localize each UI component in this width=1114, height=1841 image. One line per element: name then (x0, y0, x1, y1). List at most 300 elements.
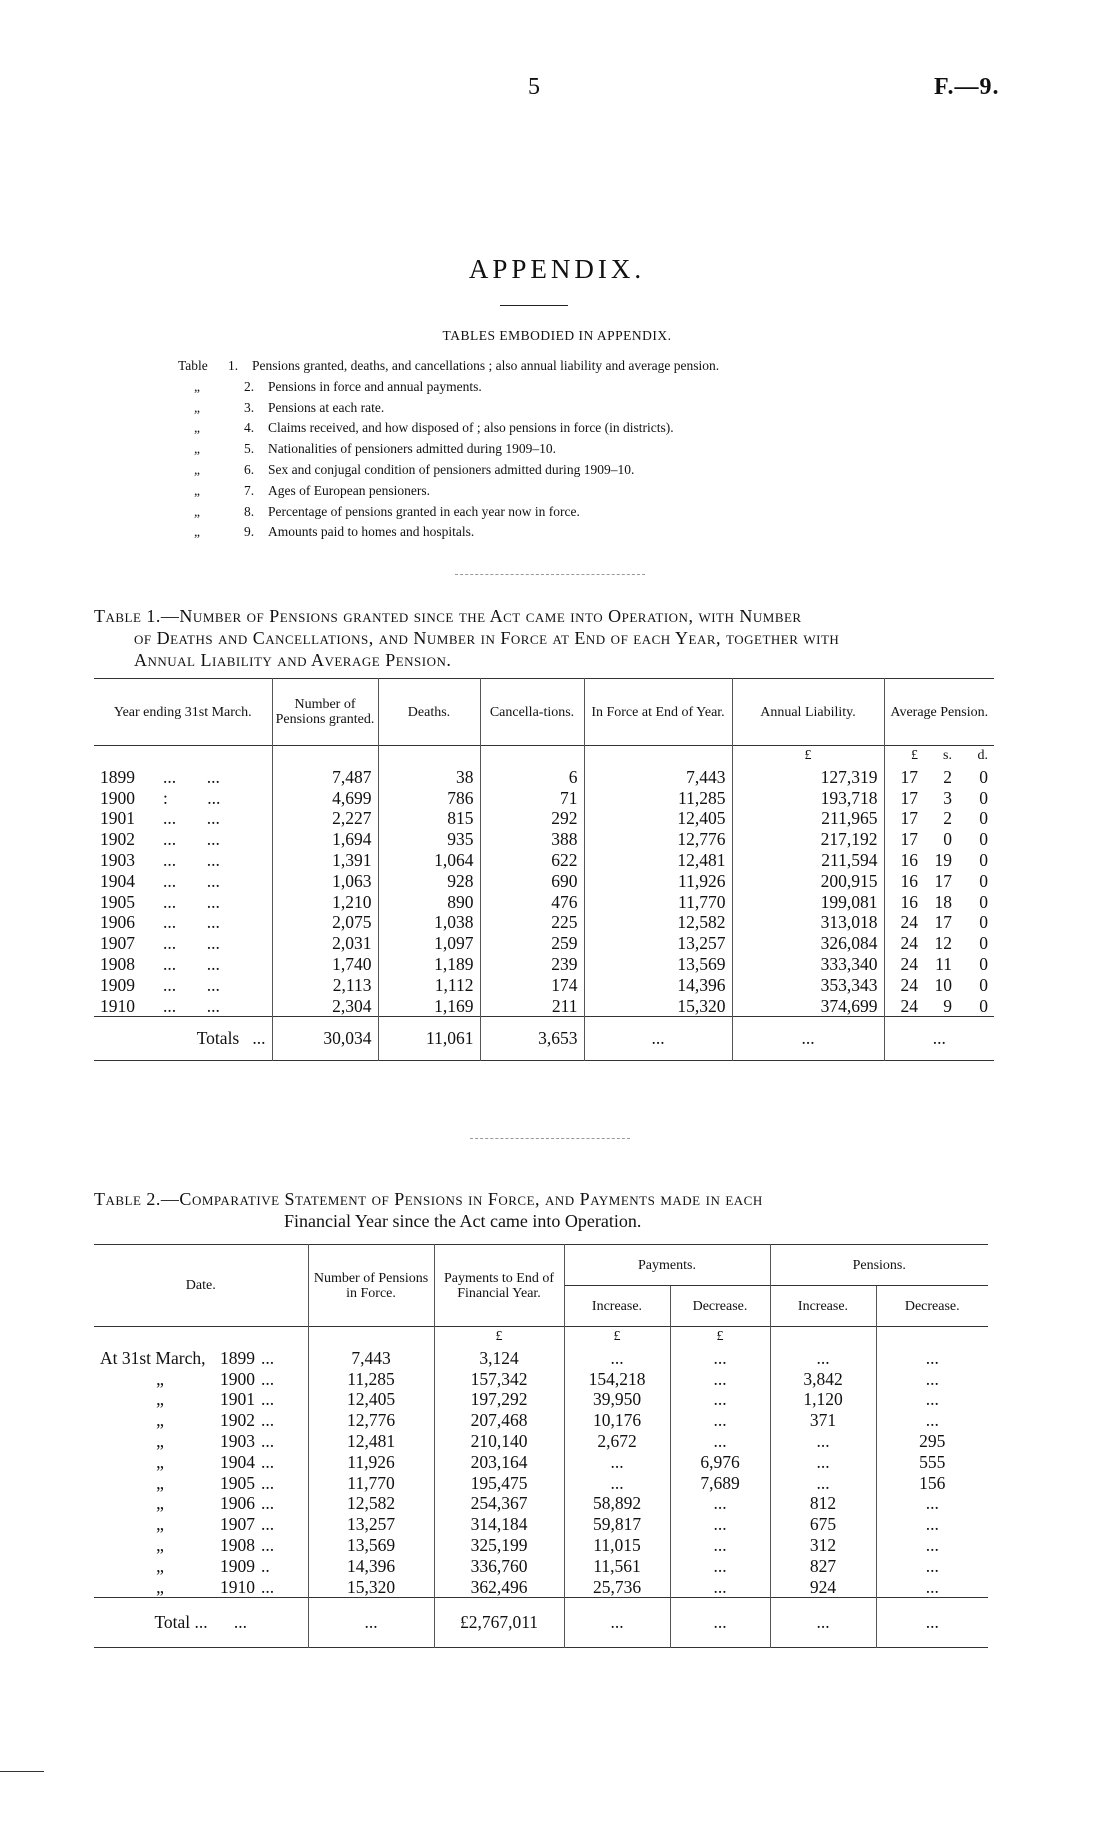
t1-header-liability: Annual Liability. (732, 679, 884, 746)
toc-item-text: Nationalities of pensioners admitted during 1909–10. (268, 441, 556, 457)
t1-cell-pence: 0 (979, 829, 988, 850)
t2-cell-pensions-increase: ... (770, 1452, 876, 1473)
toc-item-prefix: „ (194, 524, 200, 540)
t1-cell-deaths: 815 (378, 808, 480, 829)
toc-item-number: 3. (244, 399, 255, 415)
t1-cell-cancellations: 71 (480, 788, 584, 809)
t1-cell-cancellations: 6 (480, 767, 584, 788)
t1-cell-pence: 0 (979, 995, 988, 1016)
t1-cell-year: 1902 ... ... (100, 829, 220, 850)
t1-cell-liability: 211,965 (732, 808, 884, 829)
t2-cell-paid: 203,164 (434, 1452, 564, 1473)
t1-cell-granted: 2,304 (272, 996, 378, 1017)
t1-cell-pounds: 16 (884, 871, 924, 892)
t1-cell-cancellations: 211 (480, 996, 584, 1017)
t2-cell-payments-decrease: ... (670, 1348, 770, 1369)
toc-item-text: Amounts paid to homes and hospitals. (268, 524, 475, 540)
page-number: 5 (528, 74, 540, 100)
toc-item-number: 8. (244, 503, 255, 519)
t2-cell-paid: 362,496 (434, 1577, 564, 1598)
t2-cell-paid: 254,367 (434, 1493, 564, 1514)
table1-caption-line: Annual Liability and Average Pension. (134, 650, 452, 670)
t2-cell-in-force: 12,405 (308, 1389, 434, 1410)
t1-cell-liability: 333,340 (732, 954, 884, 975)
t1-cell-pence: 0 (979, 953, 988, 974)
t1-header-deaths: Deaths. (378, 679, 480, 746)
t1-cell-granted: 1,391 (272, 850, 378, 871)
t2-cell-in-force: 13,569 (308, 1535, 434, 1556)
t2-total-in-force: ... (308, 1598, 434, 1648)
toc-item (178, 439, 719, 460)
t1-cell-pence: 0 (979, 891, 988, 912)
t1-cell-shillings: 2 (943, 766, 952, 787)
t2-row (94, 1556, 988, 1577)
t2-header-in-force: Number of Pensions in Force. (308, 1245, 434, 1327)
t1-cell-granted: 1,740 (272, 954, 378, 975)
t2-row (94, 1410, 988, 1431)
t2-total-pensions-decrease: ... (876, 1598, 988, 1648)
t2-cell-in-force: 12,582 (308, 1493, 434, 1514)
t1-cell-cancellations: 388 (480, 829, 584, 850)
section-divider (470, 1138, 630, 1139)
t2-cell-pensions-increase: 924 (770, 1577, 876, 1598)
t1-cell-deaths: 1,189 (378, 954, 480, 975)
t2-cell-pensions-increase: ... (770, 1431, 876, 1452)
t2-cell-pensions-increase: 371 (770, 1410, 876, 1431)
t1-cell-year: 1900 : ... (100, 787, 221, 808)
toc-item-prefix: „ (194, 420, 200, 436)
t2-cell-paid: 210,140 (434, 1431, 564, 1452)
t2-cell-pensions-decrease: ... (876, 1369, 988, 1390)
t1-row (94, 808, 994, 829)
t1-cell-shillings: 19 (934, 849, 952, 870)
t2-cell-payments-decrease: ... (670, 1369, 770, 1390)
t2-total-paid: £2,767,011 (434, 1598, 564, 1648)
t2-cell-in-force: 12,481 (308, 1431, 434, 1452)
t1-row (94, 788, 994, 809)
t1-cell-liability: 199,081 (732, 892, 884, 913)
t1-cell-granted: 1,063 (272, 871, 378, 892)
t1-cell-in-force: 12,776 (584, 829, 732, 850)
t2-unit-payments-decrease: £ (670, 1327, 770, 1348)
toc-item (178, 377, 719, 398)
t1-cell-liability: 200,915 (732, 871, 884, 892)
t2-cell-pensions-increase: 1,120 (770, 1389, 876, 1410)
t2-cell-paid: 195,475 (434, 1473, 564, 1494)
t2-total-pensions-increase: ... (770, 1598, 876, 1648)
t1-cell-cancellations: 259 (480, 933, 584, 954)
t2-cell-payments-decrease: ... (670, 1431, 770, 1452)
t2-cell-pensions-increase: 675 (770, 1514, 876, 1535)
toc-item-number: 5. (244, 441, 255, 457)
t1-row (94, 767, 994, 788)
t2-cell-payments-increase: 154,218 (564, 1369, 670, 1390)
t1-row (94, 829, 994, 850)
t2-cell-payments-increase: 11,561 (564, 1556, 670, 1577)
toc-item-number: 1. (228, 358, 239, 373)
t1-cell-deaths: 1,112 (378, 975, 480, 996)
t1-row (94, 996, 994, 1017)
toc-item-text: Pensions in force and annual payments. (268, 378, 482, 394)
t2-cell-payments-increase: ... (564, 1473, 670, 1494)
t2-header-payments-increase: Increase. (564, 1286, 670, 1327)
t2-header-payments-to-end: Payments to End of Financial Year. (434, 1245, 564, 1327)
toc-item (178, 398, 719, 419)
t1-cell-liability: 374,699 (732, 996, 884, 1017)
t2-unit-payments-increase: £ (564, 1327, 670, 1348)
t1-cell-shillings: 0 (943, 829, 952, 850)
t2-row (94, 1577, 988, 1598)
t2-cell-pensions-decrease: ... (876, 1556, 988, 1577)
t2-cell-pensions-decrease: ... (876, 1389, 988, 1410)
t1-cell-granted: 4,699 (272, 788, 378, 809)
toc-item-number: 9. (244, 524, 255, 540)
t1-cell-in-force: 12,582 (584, 912, 732, 933)
t1-header-average: Average Pension. (884, 679, 994, 746)
t2-total-payments-decrease: ... (670, 1598, 770, 1648)
t1-cell-year: 1903 ... ... (100, 849, 220, 870)
section-divider (455, 574, 645, 575)
t2-cell-in-force: 7,443 (308, 1348, 434, 1369)
t2-row (94, 1431, 988, 1452)
toc-item-prefix: „ (194, 503, 200, 519)
table1-caption (94, 605, 988, 671)
t2-cell-pensions-decrease: ... (876, 1348, 988, 1369)
t1-totals-label: Totals ... (196, 1028, 266, 1049)
t2-cell-payments-increase: 58,892 (564, 1493, 670, 1514)
t2-cell-payments-increase: ... (564, 1452, 670, 1473)
t1-cell-liability: 313,018 (732, 912, 884, 933)
t2-cell-payments-decrease: 6,976 (670, 1452, 770, 1473)
t1-totals-in-force: ... (584, 1017, 732, 1061)
t1-unit-pence: d. (977, 748, 988, 763)
t1-header-in-force: In Force at End of Year. (584, 679, 732, 746)
t1-cell-pounds: 24 (884, 996, 924, 1017)
t1-row (94, 975, 994, 996)
t2-cell-date: „ 1909 .. (156, 1555, 270, 1576)
t1-row (94, 892, 994, 913)
t2-cell-payments-increase: 11,015 (564, 1535, 670, 1556)
t1-cell-year: 1906 ... ... (100, 912, 220, 933)
t1-header-year: Year ending 31st March. (113, 704, 252, 720)
t2-cell-payments-decrease: ... (670, 1389, 770, 1410)
t1-cell-liability: 211,594 (732, 850, 884, 871)
t1-cell-pounds: 24 (884, 954, 924, 975)
t2-row (94, 1452, 988, 1473)
appendix-title: APPENDIX. (468, 254, 646, 284)
t1-cell-pounds: 24 (884, 933, 924, 954)
t2-cell-pensions-decrease: ... (876, 1493, 988, 1514)
t1-cell-shillings: 9 (943, 995, 952, 1016)
t2-cell-in-force: 13,257 (308, 1514, 434, 1535)
t2-cell-in-force: 15,320 (308, 1577, 434, 1598)
t2-cell-date: „ 1906 ... (156, 1493, 275, 1514)
t1-cell-in-force: 14,396 (584, 975, 732, 996)
t1-unit-shillings: s. (943, 748, 952, 763)
t1-row (94, 933, 994, 954)
t1-totals-cancellations: 3,653 (480, 1017, 584, 1061)
t1-unit-liability: £ (732, 746, 884, 767)
t1-cell-granted: 1,210 (272, 892, 378, 913)
t1-cell-granted: 2,031 (272, 933, 378, 954)
t2-cell-date: „ 1904 ... (156, 1451, 275, 1472)
t2-cell-pensions-increase: 3,842 (770, 1369, 876, 1390)
t1-cell-in-force: 15,320 (584, 996, 732, 1017)
t1-cell-pence: 0 (979, 974, 988, 995)
t1-cell-pounds: 16 (884, 892, 924, 913)
t2-cell-date: „ 1902 ... (156, 1410, 275, 1431)
t1-cell-cancellations: 476 (480, 892, 584, 913)
t1-cell-deaths: 38 (378, 767, 480, 788)
t1-cell-shillings: 17 (934, 870, 952, 891)
t2-header-pensions: Pensions. (770, 1245, 988, 1286)
t1-header-cancellations: Cancella-tions. (480, 679, 584, 746)
t1-row (94, 850, 994, 871)
toc-heading: TABLES EMBODIED IN APPENDIX. (442, 328, 672, 343)
t1-cell-year: 1905 ... ... (100, 891, 220, 912)
toc-item (178, 502, 719, 523)
t2-cell-paid: 157,342 (434, 1369, 564, 1390)
document-reference: F.—9. (934, 74, 1000, 100)
table1 (94, 678, 994, 1061)
t1-cell-pence: 0 (979, 766, 988, 787)
toc-item-prefix: „ (194, 378, 200, 394)
t2-header-payments-decrease: Decrease. (670, 1286, 770, 1327)
table2-caption-line: Table 2.—Comparative Statement of Pensions in Force, and Payments made in each (94, 1189, 763, 1209)
t1-cell-pounds: 16 (884, 850, 924, 871)
t2-row (94, 1348, 988, 1369)
t1-cell-pounds: 17 (884, 829, 924, 850)
t1-cell-pounds: 17 (884, 808, 924, 829)
t1-cell-pence: 0 (979, 912, 988, 933)
t1-row (94, 912, 994, 933)
t2-cell-payments-increase: 25,736 (564, 1577, 670, 1598)
t1-cell-cancellations: 690 (480, 871, 584, 892)
toc-item (178, 522, 719, 543)
t1-cell-pence: 0 (979, 870, 988, 891)
t1-cell-pounds: 17 (884, 788, 924, 809)
t1-cell-deaths: 935 (378, 829, 480, 850)
t2-cell-paid: 325,199 (434, 1535, 564, 1556)
t1-cell-year: 1904 ... ... (100, 870, 220, 891)
t1-cell-in-force: 13,257 (584, 933, 732, 954)
t1-cell-in-force: 12,405 (584, 808, 732, 829)
t2-cell-in-force: 11,770 (308, 1473, 434, 1494)
table2-caption (94, 1188, 988, 1232)
t1-cell-deaths: 1,169 (378, 996, 480, 1017)
t2-cell-payments-decrease: 7,689 (670, 1473, 770, 1494)
toc-item-text: Ages of European pensioners. (268, 482, 430, 498)
t1-cell-shillings: 17 (934, 912, 952, 933)
t1-cell-liability: 353,343 (732, 975, 884, 996)
t1-cell-deaths: 786 (378, 788, 480, 809)
t2-header-date: Date. (185, 1278, 216, 1293)
t2-cell-pensions-decrease: ... (876, 1514, 988, 1535)
t1-cell-year: 1899 ... ... (100, 766, 220, 787)
t2-header-payments: Payments. (564, 1245, 770, 1286)
t2-cell-pensions-increase: ... (770, 1348, 876, 1369)
t1-cell-liability: 127,319 (732, 767, 884, 788)
t1-cell-granted: 1,694 (272, 829, 378, 850)
t1-cell-year: 1910 ... ... (100, 995, 220, 1016)
t2-cell-payments-increase: 10,176 (564, 1410, 670, 1431)
t2-cell-payments-increase: ... (564, 1348, 670, 1369)
t2-cell-pensions-decrease: 295 (876, 1431, 988, 1452)
t1-row (94, 871, 994, 892)
t2-cell-pensions-increase: 812 (770, 1493, 876, 1514)
t2-row (94, 1473, 988, 1494)
t2-cell-in-force: 11,926 (308, 1452, 434, 1473)
t2-cell-payments-decrease: ... (670, 1577, 770, 1598)
t2-cell-payments-decrease: ... (670, 1556, 770, 1577)
t2-cell-date: „ 1901 ... (156, 1389, 275, 1410)
t1-cell-shillings: 18 (934, 891, 952, 912)
t1-cell-shillings: 12 (934, 933, 952, 954)
t1-cell-shillings: 11 (935, 953, 952, 974)
toc-item-text: Sex and conjugal condition of pensioners admitted during 1909–10. (268, 461, 635, 477)
t2-row (94, 1535, 988, 1556)
t1-cell-year: 1909 ... ... (100, 974, 220, 995)
t1-cell-pence: 0 (979, 933, 988, 954)
t2-cell-date: At 31st March, 1899 ... (100, 1347, 275, 1368)
t2-cell-paid: 197,292 (434, 1389, 564, 1410)
t2-cell-payments-increase: 59,817 (564, 1514, 670, 1535)
t2-row (94, 1514, 988, 1535)
t2-cell-in-force: 14,396 (308, 1556, 434, 1577)
toc-item-prefix: „ (194, 441, 200, 457)
table2-caption-line: Financial Year since the Act came into Operation. (284, 1211, 642, 1231)
t2-cell-paid: 207,468 (434, 1410, 564, 1431)
t2-cell-date: „ 1900 ... (156, 1368, 275, 1389)
t1-cell-cancellations: 225 (480, 912, 584, 933)
t2-cell-payments-increase: 39,950 (564, 1389, 670, 1410)
toc-item-number: 4. (244, 420, 255, 436)
toc-item (178, 418, 719, 439)
t1-header-granted: Number of Pensions granted. (272, 679, 378, 746)
t1-totals-granted: 30,034 (272, 1017, 378, 1061)
t1-cell-granted: 2,113 (272, 975, 378, 996)
t2-cell-paid: 3,124 (434, 1348, 564, 1369)
t1-cell-in-force: 13,569 (584, 954, 732, 975)
t2-header-pensions-decrease: Decrease. (876, 1286, 988, 1327)
t1-cell-shillings: 2 (943, 808, 952, 829)
t1-cell-shillings: 3 (943, 787, 952, 808)
toc-item-text: Pensions at each rate. (268, 399, 385, 415)
t2-cell-pensions-increase: 312 (770, 1535, 876, 1556)
title-rule (500, 305, 568, 306)
t2-cell-pensions-increase: 827 (770, 1556, 876, 1577)
t2-cell-pensions-decrease: ... (876, 1577, 988, 1598)
t1-cell-pounds: 24 (884, 975, 924, 996)
t2-cell-payments-increase: 2,672 (564, 1431, 670, 1452)
t2-cell-payments-decrease: ... (670, 1535, 770, 1556)
t2-total-payments-increase: ... (564, 1598, 670, 1648)
toc-item-prefix: „ (194, 482, 200, 498)
t2-cell-paid: 336,760 (434, 1556, 564, 1577)
t1-cell-granted: 7,487 (272, 767, 378, 788)
t2-unit-payments-to-end: £ (434, 1327, 564, 1348)
t2-cell-in-force: 11,285 (308, 1369, 434, 1390)
t1-cell-cancellations: 174 (480, 975, 584, 996)
table1-caption-line: Table 1.—Number of Pensions granted since the Act came into Operation, with Number (94, 606, 802, 626)
t1-cell-granted: 2,075 (272, 912, 378, 933)
t1-cell-deaths: 1,064 (378, 850, 480, 871)
margin-mark (0, 1771, 44, 1772)
t2-cell-date: „ 1908 ... (156, 1534, 275, 1555)
t2-cell-date: „ 1910 ... (156, 1576, 275, 1597)
t1-totals-deaths: 11,061 (378, 1017, 480, 1061)
t1-cell-cancellations: 239 (480, 954, 584, 975)
t1-cell-deaths: 1,097 (378, 933, 480, 954)
t1-cell-in-force: 11,770 (584, 892, 732, 913)
toc-item-prefix: Table (178, 358, 208, 373)
t2-cell-payments-decrease: ... (670, 1410, 770, 1431)
t2-cell-pensions-increase: ... (770, 1473, 876, 1494)
t2-row (94, 1389, 988, 1410)
t1-cell-in-force: 11,285 (584, 788, 732, 809)
toc-item (178, 356, 719, 377)
t1-cell-deaths: 890 (378, 892, 480, 913)
t2-cell-date: „ 1903 ... (156, 1430, 275, 1451)
t2-cell-paid: 314,184 (434, 1514, 564, 1535)
toc-item-text: Pensions granted, deaths, and cancellations ; also annual liability and average pension. (252, 358, 720, 373)
t1-cell-granted: 2,227 (272, 808, 378, 829)
t1-cell-pence: 0 (979, 787, 988, 808)
t1-cell-year: 1908 ... ... (100, 953, 220, 974)
t2-cell-pensions-decrease: ... (876, 1410, 988, 1431)
t1-cell-year: 1907 ... ... (100, 933, 220, 954)
t1-cell-in-force: 11,926 (584, 871, 732, 892)
t2-header-pensions-increase: Increase. (770, 1286, 876, 1327)
t1-cell-in-force: 12,481 (584, 850, 732, 871)
toc-list (178, 356, 719, 543)
toc-item-prefix: „ (194, 399, 200, 415)
t1-unit-pounds: £ (884, 746, 924, 767)
t2-cell-in-force: 12,776 (308, 1410, 434, 1431)
toc-item-text: Claims received, and how disposed of ; also pensions in force (in districts). (268, 420, 674, 436)
t1-totals-average: ... (884, 1017, 994, 1061)
toc-item (178, 481, 719, 502)
t1-cell-pounds: 24 (884, 912, 924, 933)
t2-total-label: Total ... ... (154, 1612, 248, 1633)
t1-cell-cancellations: 622 (480, 850, 584, 871)
t1-cell-pence: 0 (979, 849, 988, 870)
table1-caption-line: of Deaths and Cancellations, and Number in Force at End of each Year, together with (134, 628, 840, 648)
t1-cell-pence: 0 (979, 808, 988, 829)
t1-cell-liability: 193,718 (732, 788, 884, 809)
toc-item-text: Percentage of pensions granted in each year now in force. (268, 503, 580, 519)
toc-item-prefix: „ (194, 461, 200, 477)
t1-cell-cancellations: 292 (480, 808, 584, 829)
t1-totals-liability: ... (732, 1017, 884, 1061)
toc-item-number: 6. (244, 461, 255, 477)
t2-row (94, 1493, 988, 1514)
t1-cell-in-force: 7,443 (584, 767, 732, 788)
t1-cell-deaths: 1,038 (378, 912, 480, 933)
t2-row (94, 1369, 988, 1390)
toc-item-number: 7. (244, 482, 255, 498)
toc-item-number: 2. (244, 378, 255, 394)
t1-cell-liability: 326,084 (732, 933, 884, 954)
t1-cell-shillings: 10 (934, 974, 952, 995)
t2-cell-payments-decrease: ... (670, 1514, 770, 1535)
t2-cell-payments-decrease: ... (670, 1493, 770, 1514)
t2-cell-date: „ 1905 ... (156, 1472, 275, 1493)
toc-item (178, 460, 719, 481)
t2-cell-date: „ 1907 ... (156, 1514, 275, 1535)
table2 (94, 1244, 988, 1648)
t1-cell-pounds: 17 (884, 767, 924, 788)
